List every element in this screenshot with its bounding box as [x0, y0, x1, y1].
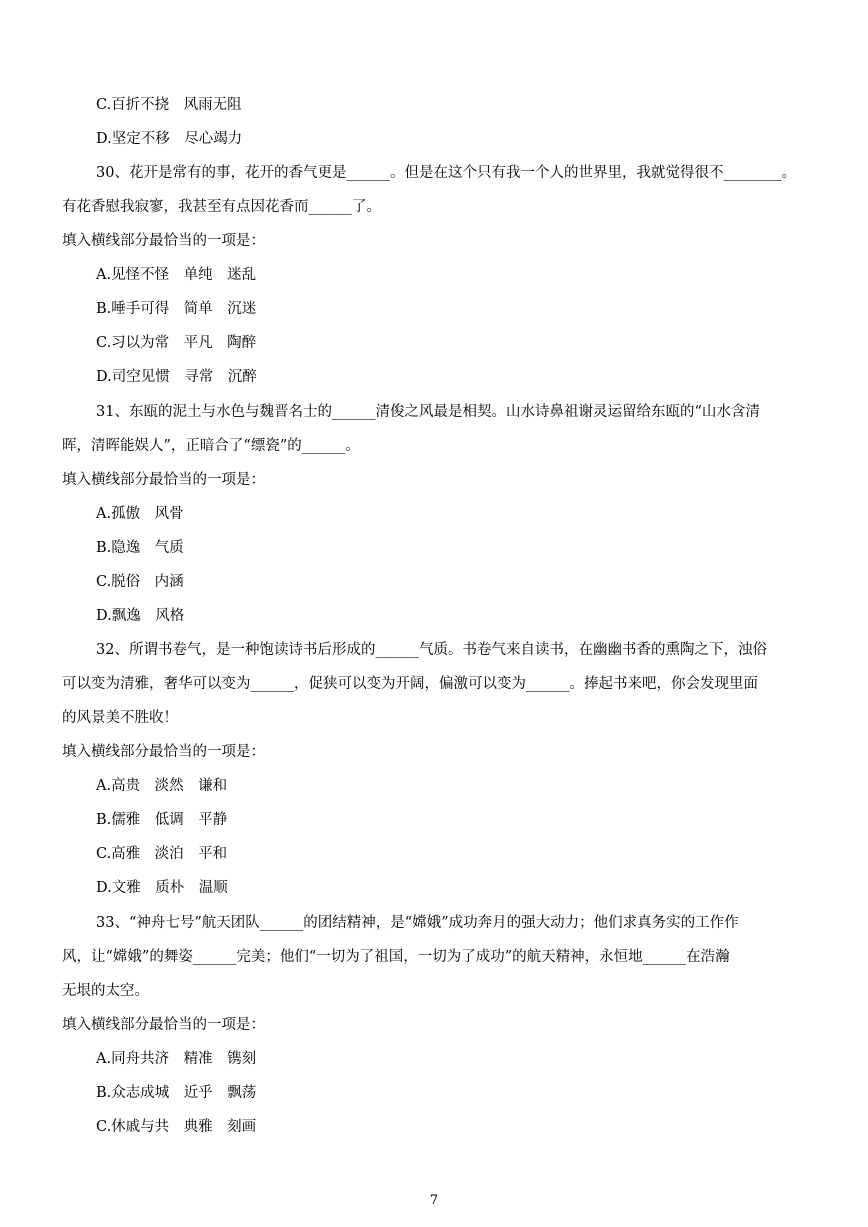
- q31-option-b: B.隐逸 气质: [96, 540, 184, 556]
- q32-option-c: C.高雅 淡泊 平和: [96, 846, 228, 862]
- q32-option-d: D.文雅 质朴 温顺: [96, 880, 228, 896]
- q33-option-b: B.众志成城 近乎 飘荡: [96, 1085, 257, 1101]
- q33-stem-line1: 33、“神舟七号”航天团队______的团结精神，是“嫦娥”成功奔月的强大动力；他们求真务实的工作作: [96, 915, 739, 931]
- q30-stem-line2: 有花香慰我寂寥，我甚至有点因花香而______了。: [62, 199, 381, 215]
- q30-option-d: D.司空见惯 寻常 沉醉: [96, 369, 257, 385]
- q32-prompt: 填入横线部分最恰当的一项是：: [62, 744, 265, 760]
- q33-stem-line3: 无垠的太空。: [62, 983, 149, 999]
- q32-stem-line2: 可以变为清雅，奢华可以变为______，促狭可以变为开阔，偏激可以变为______。捧起书来吧，你会发现里面: [62, 676, 758, 692]
- q33-stem-line2: 风，让“嫦娥”的舞姿______完美；他们“一切为了祖国，一切为了成功”的航天精神，永恒地______在浩瀚: [62, 949, 730, 965]
- q32-option-a: A.高贵 淡然 谦和: [96, 778, 228, 794]
- q31-option-d: D.飘逸 风格: [96, 608, 185, 624]
- q32-stem-line1: 32、所谓书卷气，是一种饱读诗书后形成的______气质。书卷气来自读书，在幽幽书香的熏陶之下，浊俗: [96, 642, 767, 658]
- q30-stem-line1: 30、花开是常有的事，花开的香气更是______。但是在这个只有我一个人的世界里，我就觉得很不________。: [96, 165, 796, 181]
- q32-option-b: B.儒雅 低调 平静: [96, 812, 228, 828]
- q32-stem-line3: 的风景美不胜收！: [62, 710, 178, 726]
- q29-option-c: C.百折不挠 风雨无阻: [96, 97, 242, 113]
- q33-option-c: C.休戚与共 典雅 刻画: [96, 1119, 257, 1135]
- q31-stem-line1: 31、东瓯的泥土与水色与魏晋名士的______清俊之风最是相契。山水诗鼻祖谢灵运留给东瓯的“山水含清: [96, 404, 760, 420]
- q31-prompt: 填入横线部分最恰当的一项是：: [62, 472, 265, 488]
- q30-prompt: 填入横线部分最恰当的一项是：: [62, 233, 265, 249]
- q31-stem-line2: 晖，清晖能娱人”，正暗合了“缥瓷”的______。: [62, 438, 360, 454]
- q31-option-c: C.脱俗 内涵: [96, 574, 184, 590]
- q30-option-b: B.唾手可得 简单 沉迷: [96, 301, 257, 317]
- q33-option-a: A.同舟共济 精准 镌刻: [96, 1051, 257, 1067]
- page-number: 7: [429, 1193, 439, 1208]
- q29-option-d: D.坚定不移 尽心竭力: [96, 131, 243, 147]
- q31-option-a: A.孤傲 风骨: [96, 506, 184, 522]
- q30-option-a: A.见怪不怪 单纯 迷乱: [96, 267, 257, 283]
- q33-prompt: 填入横线部分最恰当的一项是：: [62, 1017, 265, 1033]
- q30-option-c: C.习以为常 平凡 陶醉: [96, 335, 257, 351]
